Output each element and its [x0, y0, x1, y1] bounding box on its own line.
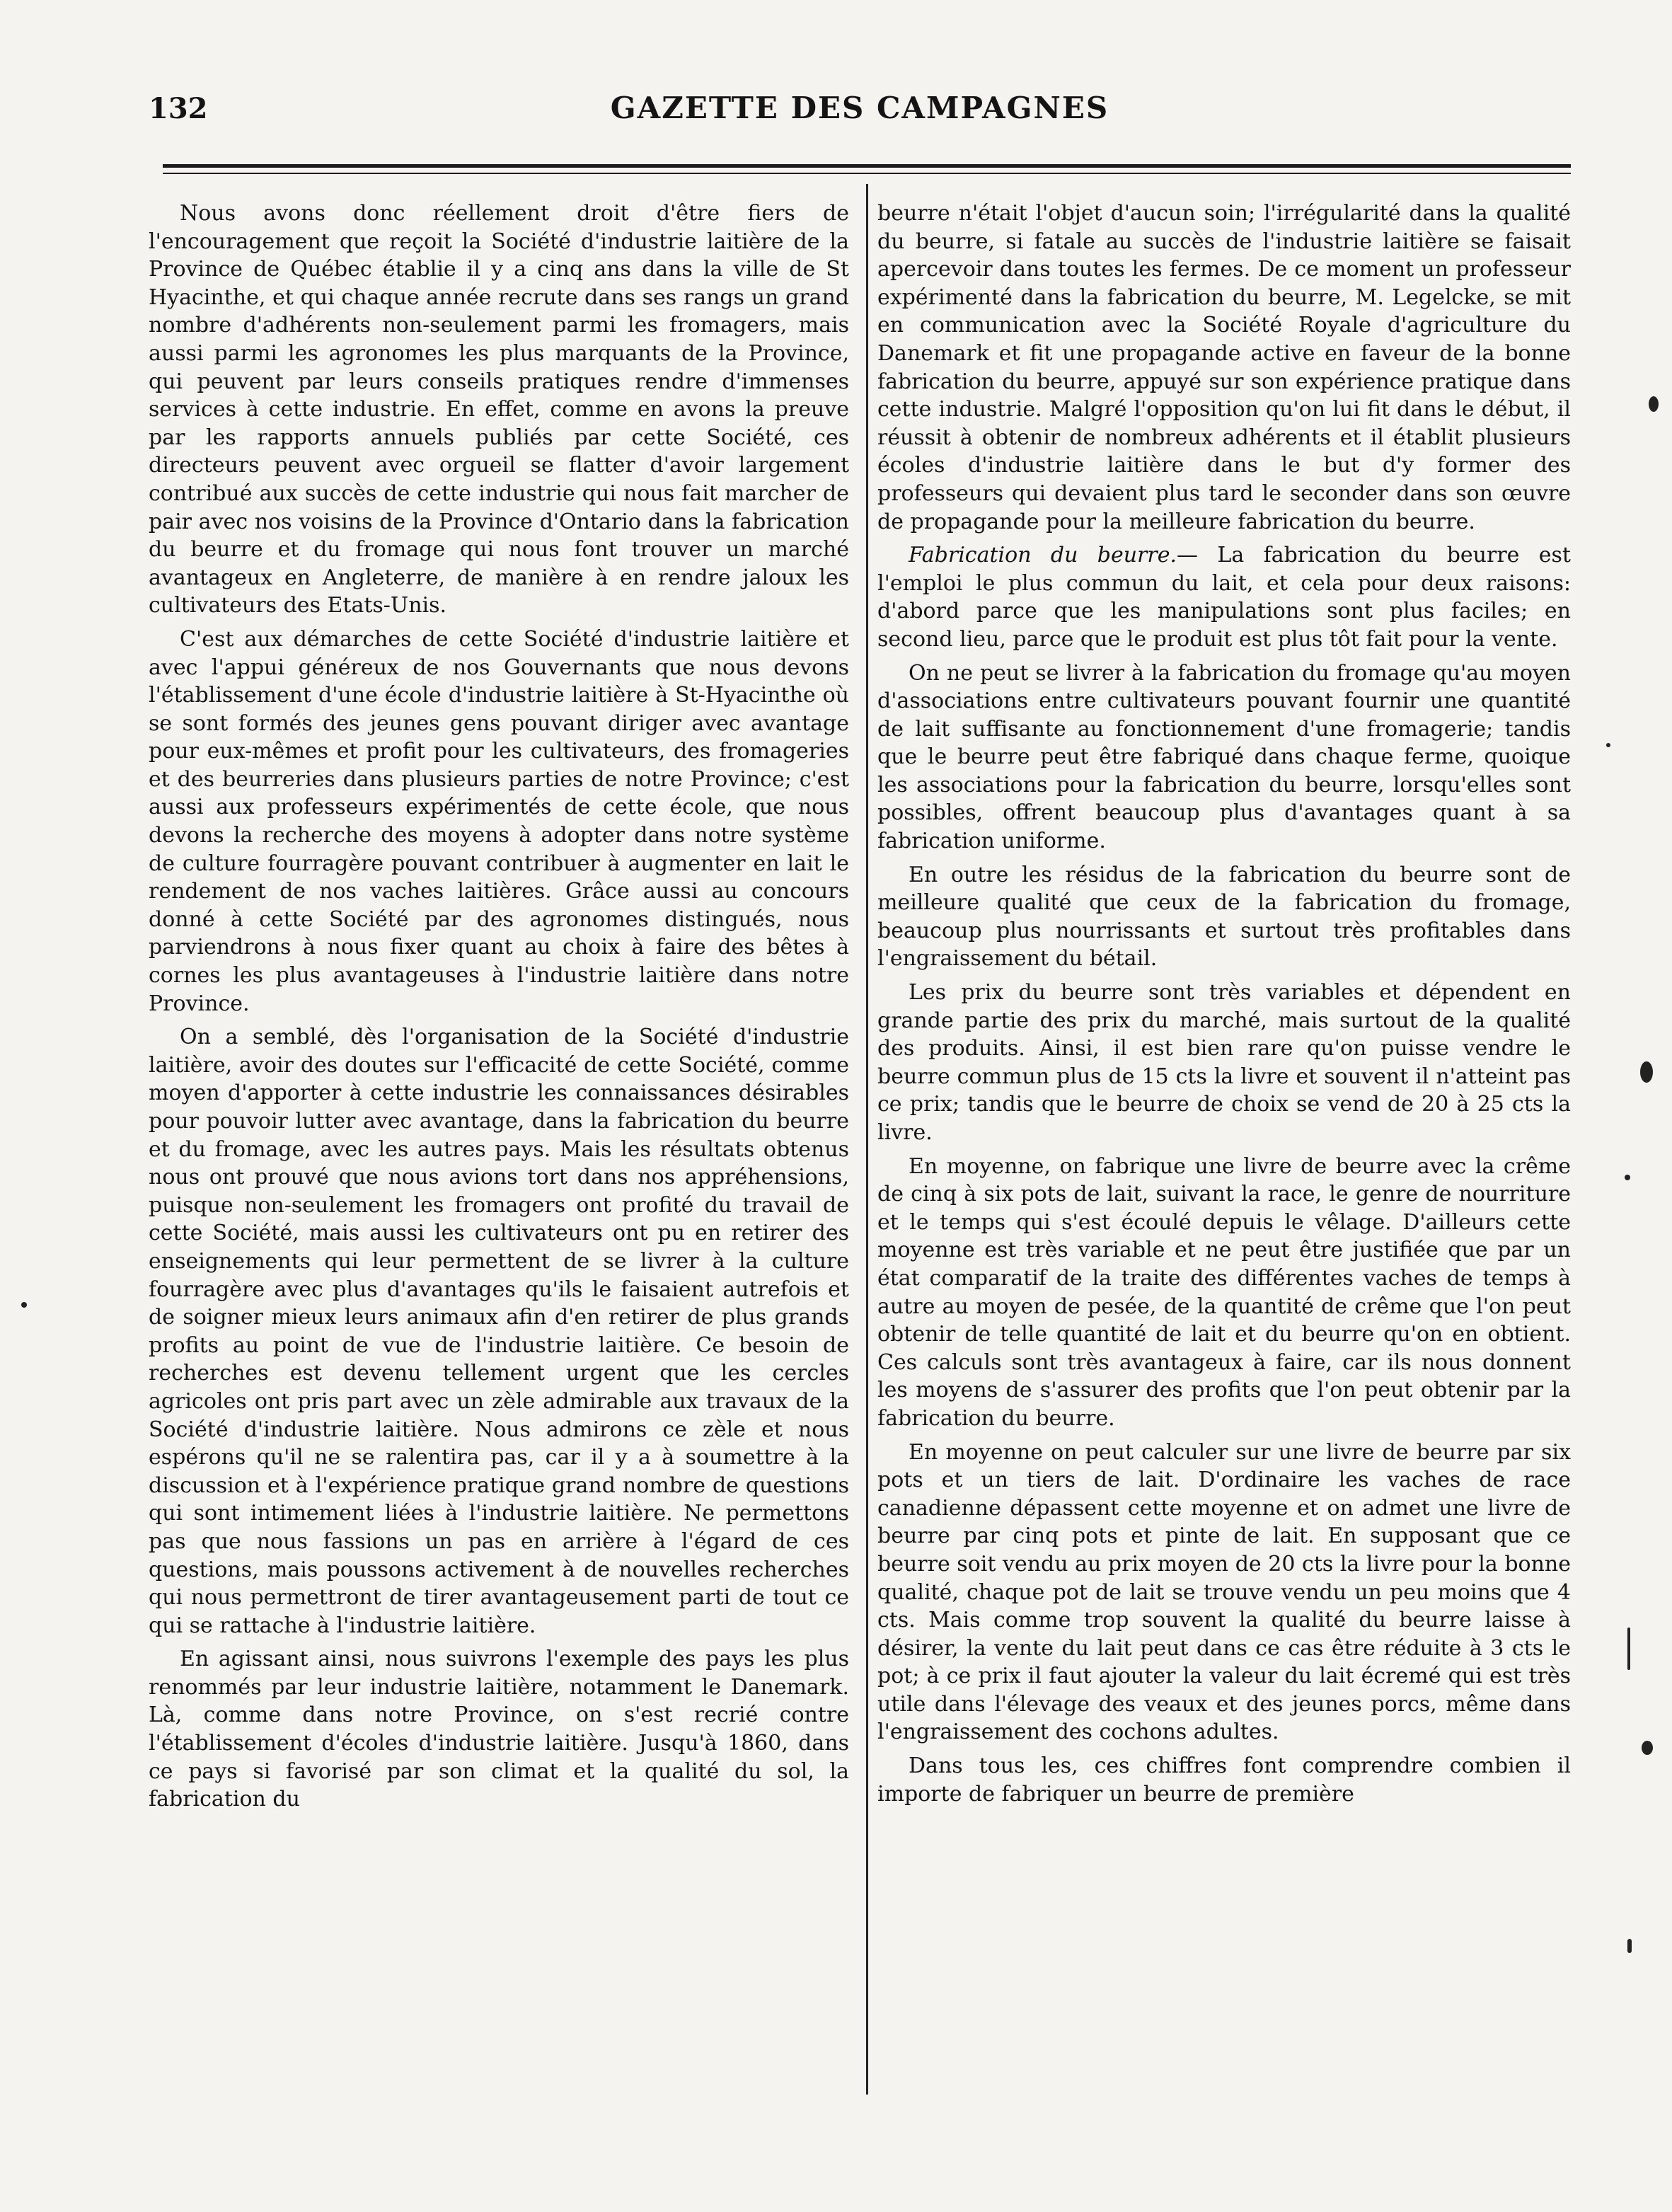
right-paragraph-5: En moyenne on peut calculer sur une livre de beurre par six pots et un tiers de lait. D'ordinaire les vaches de race canadienne dépassent cette moyenne et on admet une livre de beurre par cinq pots et pinte de lait. En supposant que ce beurre soit vendu au prix moyen de 20 cts la livre pour la bonne qualité, chaque pot de lait se trouve vendu un peu moins que 4 cts. Mais comme trop souvent la qualité du beurre laisse à désirer, la vente du lait peut dans ce cas être réduite à 3 cts le pot; à ce prix il faut ajouter la valeur du lait écremé qui est très utile dans l'élevage des veaux et des jeunes porcs, même dans l'engraissement des cochons adultes. — [877, 1439, 1571, 1745]
scan-speck — [1640, 1061, 1653, 1083]
section-paragraph-fabrication — [877, 541, 1571, 653]
page-header — [149, 83, 1571, 140]
left-paragraph-3: On a semblé, dès l'organisation de la Société d'industrie laitière, avoir des doutes sur l'efficacité de cette Société, comme moyen d'apporter à cette industrie les connaissances désirables pour pouvoir lutter avec avantage, dans la fabrication du beurre et du fromage, avec les autres pays. Mais les résultats obtenus nous ont prouvé que nous avions tort dans nos appréhensions, puisque non-seulement les fromagers ont profité du travail de cette Société, mais aussi les cultivateurs ont pu en retirer des enseignements qui leur permettent de se livrer à la culture fourragère avec plus d'avantages qu'ils le faisaient autrefois et de soigner mieux leurs animaux afin d'en retirer de plus grands profits au point de vue de l'industrie laitière. Ce besoin de recherches est devenu tellement urgent que les cercles agricoles ont pris part avec un zèle admirable aux travaux de la Société d'industrie laitière. Nous admirons ce zèle et nous espérons qu'il ne se ralentira pas, car il y a à soumettre à la discussion et à l'expérience pratique grand nombre de questions qui sont intimement liées à l'industrie laitière. Ne permettons pas que nous fassions un pas en arrière à l'égard de ces questions, mais poussons activement à de nouvelles recherches qui nous permettront de tirer avantageusement parti de tout ce qui se rattache à l'industrie laitière. — [149, 1025, 849, 1638]
scan-speck — [1606, 743, 1610, 747]
header-rule-thick — [163, 164, 1571, 168]
left-column — [149, 200, 849, 1814]
running-title: GAZETTE DES CAMPAGNES — [610, 91, 1109, 125]
right-continuation-paragraph: beurre n'était l'objet d'aucun soin; l'irrégularité dans la qualité du beurre, si fatale au succès de l'industrie laitière se faisait apercevoir dans toutes les fermes. De ce moment un professeur expérimenté dans la fabrication du beurre, M. Legelcke, se mit en communication avec la Société Royale d'agriculture du Danemark et fit une propagande active en faveur de la bonne fabrication du beurre, appuyé sur son expérience pratique dans cette industrie. Malgré l'opposition qu'on lui fit dans le début, il réussit à obtenir de nombreux adhérents et il établit plusieurs écoles d'industrie laitière dans le but d'y former des professeurs qui devaient plus tard le seconder dans son œuvre de propagande pour la meilleure fabrication du beurre. — [877, 201, 1571, 534]
section-lead-text: — La fabrication du beurre est l'emploi le plus commun du lait, et cela pour deux raisons: d'abord parce que les manipulations sont plus faciles; en second lieu, parce que le produit est plus tôt fait pour la vente. — [877, 543, 1571, 652]
page-number: 132 — [149, 92, 208, 125]
right-paragraph-6: Dans tous les, ces chiffres font comprendre combien il importe de fabriquer un beurre de première — [877, 1753, 1571, 1807]
column-divider — [866, 184, 868, 2095]
header-rule-thin — [163, 173, 1571, 174]
scan-speck — [1627, 1939, 1632, 1953]
scan-speck — [21, 1302, 27, 1308]
left-paragraph-1: Nous avons donc réellement droit d'être fiers de l'encouragement que reçoit la Société d'industrie laitière de la Province de Québec établie il y a cinq ans dans la ville de St Hyacinthe, et qui chaque année recrute dans ses rangs un grand nombre d'adhérents non-seulement parmi les fromagers, mais aussi parmi les agronomes les plus marquants de la Province, qui peuvent par leurs conseils pratiques rendre d'immenses services à cette industrie. En effet, comme en avons la preuve par les rapports annuels publiés par cette Société, ces directeurs peuvent avec orgueil se flatter d'avoir largement contribué aux succès de cette industrie qui nous fait marcher de pair avec nos voisins de la Province d'Ontario dans la fabrication du beurre et du fromage qui nous font trouver un marché avantageux en Angleterre, de manière à en rendre jaloux les cultivateurs des Etats-Unis. — [149, 201, 849, 618]
left-paragraph-4: En agissant ainsi, nous suivrons l'exemple des pays les plus renommés par leur industrie laitière, notamment le Danemark. Là, comme dans notre Province, on s'est recrié contre l'établissement d'écoles d'industrie laitière. Jusqu'à 1860, dans ce pays si favorisé par son climat et la qualité du sol, la fabrication du — [149, 1647, 849, 1812]
scan-speck — [1649, 396, 1659, 412]
scan-speck — [1627, 1628, 1630, 1670]
right-paragraph-1: On ne peut se livrer à la fabrication du fromage qu'au moyen d'associations entre cultivateurs pouvant fournir une quantité de lait suffisante au fonctionnement d'une fromagerie; tandis que le beurre peut être fabriqué dans chaque ferme, quoique les associations pour la fabrication du beurre, lorsqu'elles sont possibles, offrent beaucoup plus d'avantages quant à sa fabrication uniforme. — [877, 660, 1571, 854]
right-paragraph-3: Les prix du beurre sont très variables et dépendent en grande partie des prix du marché, mais surtout de la qualité des produits. Ainsi, il est bien rare qu'on puisse vendre le beurre commun plus de 15 cts la livre et souvent il n'atteint pas ce prix; tandis que le beurre de choix se vend de 20 à 25 cts la livre. — [877, 980, 1571, 1145]
scan-speck — [1625, 1175, 1630, 1180]
scan-speck — [1642, 1741, 1653, 1755]
right-column — [877, 200, 1571, 1808]
section-title: Fabrication du beurre. — [909, 543, 1177, 568]
right-paragraph-2: En outre les résidus de la fabrication du beurre sont de meilleure qualité que ceux de la fabrication du fromage, beaucoup plus nourrissants et surtout très profitables dans l'engraissement du bétail. — [877, 862, 1571, 972]
right-paragraph-4: En moyenne, on fabrique une livre de beurre avec la crême de cinq à six pots de lait, suivant la race, le genre de nourriture et le temps qui s'est écoulé depuis le vêlage. D'ailleurs cette moyenne est très variable et ne peut être justifiée que par un état comparatif de la traite des différentes vaches de temps à autre au moyen de pesée, de la quantité de crême que l'on peut obtenir de telle quantité de lait et du beurre qu'on en obtient. Ces calculs sont très avantageux à faire, car ils nous donnent les moyens de s'assurer des profits que l'on peut obtenir par la fabrication du beurre. — [877, 1153, 1571, 1431]
left-paragraph-2: C'est aux démarches de cette Société d'industrie laitière et avec l'appui généreux de nos Gouvernants que nous devons l'établissement d'une école d'industrie laitière à St-Hyacinthe où se sont formés des jeunes gens pouvant diriger avec avantage pour eux-mêmes et profit pour les cultivateurs, des fromageries et des beurreries dans plusieurs parties de notre Province; c'est aussi aux professeurs expérimentés de cette école, que nous devons la recherche des moyens à adopter dans notre système de culture fourragère pouvant contribuer à augmenter en lait le rendement de nos vaches laitières. Grâce aussi au concours donné à cette Société par des agronomes distingués, nous parviendrons à nous fixer quant au choix à faire des bêtes à cornes les plus avantageuses à l'industrie laitière dans notre Province. — [149, 626, 849, 1016]
